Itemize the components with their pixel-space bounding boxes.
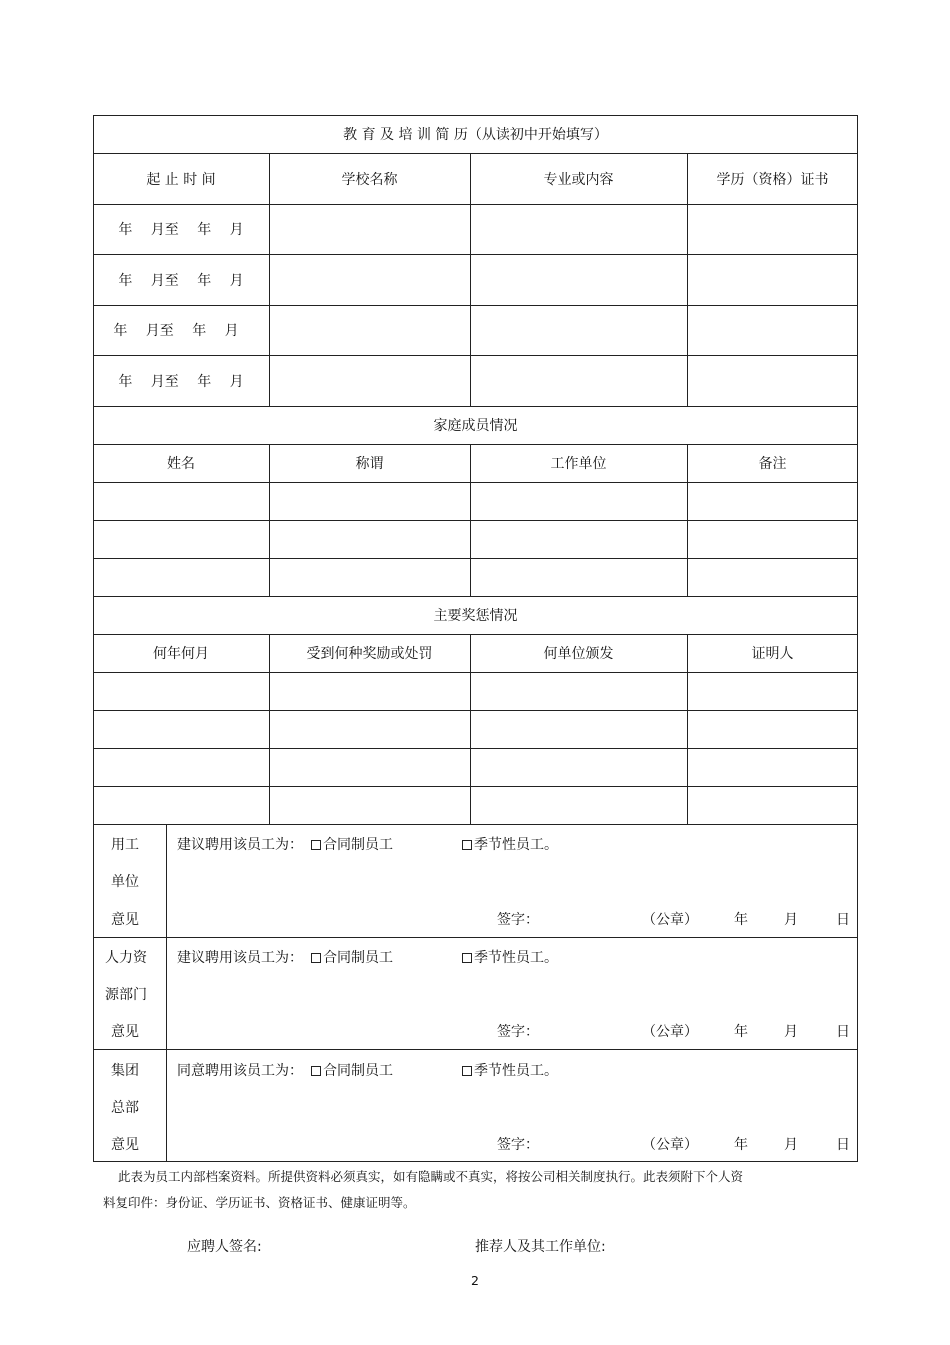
checkbox-icon[interactable] (311, 1066, 321, 1076)
row-divider (93, 1049, 858, 1050)
contract-option[interactable] (311, 834, 393, 854)
seasonal-option[interactable] (462, 834, 558, 854)
month-label: 月 (784, 1137, 798, 1153)
column-divider (166, 824, 167, 1162)
referrer-label: 推荐人及其工作单位: (475, 1239, 606, 1255)
contract-option-label: 合同制员工 (323, 837, 393, 853)
education-period-cell[interactable]: 年 月至 年 月 (118, 373, 244, 390)
opinion-label: 集团 (111, 1063, 139, 1079)
education-header-major: 专业或内容 (543, 171, 614, 188)
family-header-employer: 工作单位 (550, 456, 607, 472)
education-header-certificate: 学历（资格）证书 (716, 171, 829, 188)
education-header-period: 起 止 时 间 (146, 171, 216, 188)
signature-label: 签字： (497, 1137, 539, 1153)
opinion-label: 意见 (111, 1137, 139, 1153)
page-number: 2 (471, 1273, 479, 1288)
education-section-title: 教 育 及 培 训 简 历（从读初中开始填写） (343, 127, 608, 143)
checkbox-icon[interactable] (311, 840, 321, 850)
education-header-school: 学校名称 (341, 171, 398, 188)
opinion-label: 意见 (111, 912, 139, 928)
seasonal-option-label: 季节性员工。 (474, 837, 558, 853)
row-divider (93, 710, 858, 711)
signature-label: 签字： (497, 912, 539, 928)
seal-label: （公章） (642, 912, 698, 928)
row-divider (93, 520, 858, 521)
opinion-proposal: 建议聘用该员工为： (177, 950, 303, 966)
signature-label: 签字： (497, 1024, 539, 1040)
seasonal-option-label: 季节性员工。 (474, 950, 558, 966)
month-label: 月 (784, 912, 798, 928)
contract-option-label: 合同制员工 (323, 950, 393, 966)
education-period-cell[interactable]: 年 月至 年 月 (118, 222, 244, 238)
row-divider (93, 937, 858, 938)
day-label: 日 (836, 1137, 850, 1153)
opinion-label: 单位 (111, 874, 139, 890)
form-note-line-2: 料复印件：身份证、学历证书、资格证书、健康证明等。 (103, 1195, 416, 1210)
family-section-title: 家庭成员情况 (433, 418, 518, 434)
checkbox-icon[interactable] (462, 1066, 472, 1076)
seasonal-option[interactable] (462, 1060, 558, 1080)
education-period-cell[interactable]: 年 月至 年 月 (113, 323, 239, 339)
family-header-name: 姓名 (167, 456, 195, 472)
contract-option[interactable] (311, 1060, 393, 1080)
seal-label: （公章） (642, 1024, 698, 1040)
seal-label: （公章） (642, 1137, 698, 1153)
year-label: 年 (734, 1137, 748, 1153)
contract-option[interactable] (311, 947, 393, 967)
day-label: 日 (836, 1024, 850, 1040)
opinion-label: 意见 (111, 1024, 139, 1040)
contract-option-label: 合同制员工 (323, 1063, 393, 1079)
row-divider (93, 748, 858, 749)
awards-header-witness: 证明人 (751, 646, 794, 662)
opinion-label: 总部 (111, 1100, 139, 1116)
row-divider (93, 824, 858, 825)
seasonal-option[interactable] (462, 947, 558, 967)
opinion-label: 源部门 (105, 987, 147, 1003)
family-header-relation: 称谓 (355, 456, 384, 472)
awards-header-date: 何年何月 (153, 646, 209, 662)
opinion-proposal: 建议聘用该员工为： (177, 837, 303, 853)
opinion-proposal: 同意聘用该员工为： (177, 1063, 303, 1079)
checkbox-icon[interactable] (462, 840, 472, 850)
awards-header-issuer: 何单位颁发 (543, 646, 614, 662)
awards-section-title: 主要奖惩情况 (433, 608, 518, 624)
opinion-label: 用工 (111, 837, 139, 853)
opinion-label: 人力资 (105, 950, 147, 966)
row-divider (93, 482, 858, 483)
form-note-line-1: 此表为员工内部档案资料。所提供资料必须真实，如有隐瞒或不真实，将按公司相关制度执行。此表须附下个人资 (118, 1169, 744, 1184)
year-label: 年 (734, 1024, 748, 1040)
education-period-cell[interactable]: 年 月至 年 月 (118, 272, 244, 289)
year-label: 年 (734, 912, 748, 928)
day-label: 日 (836, 912, 850, 928)
row-divider (93, 786, 858, 787)
seasonal-option-label: 季节性员工。 (474, 1063, 558, 1079)
checkbox-icon[interactable] (311, 953, 321, 963)
row-divider (93, 558, 858, 559)
checkbox-icon[interactable] (462, 953, 472, 963)
month-label: 月 (784, 1024, 798, 1040)
row-divider (93, 672, 858, 673)
awards-header-type: 受到何种奖励或处罚 (306, 646, 433, 662)
family-header-remarks: 备注 (758, 456, 787, 472)
applicant-signature-label: 应聘人签名: (187, 1239, 262, 1255)
